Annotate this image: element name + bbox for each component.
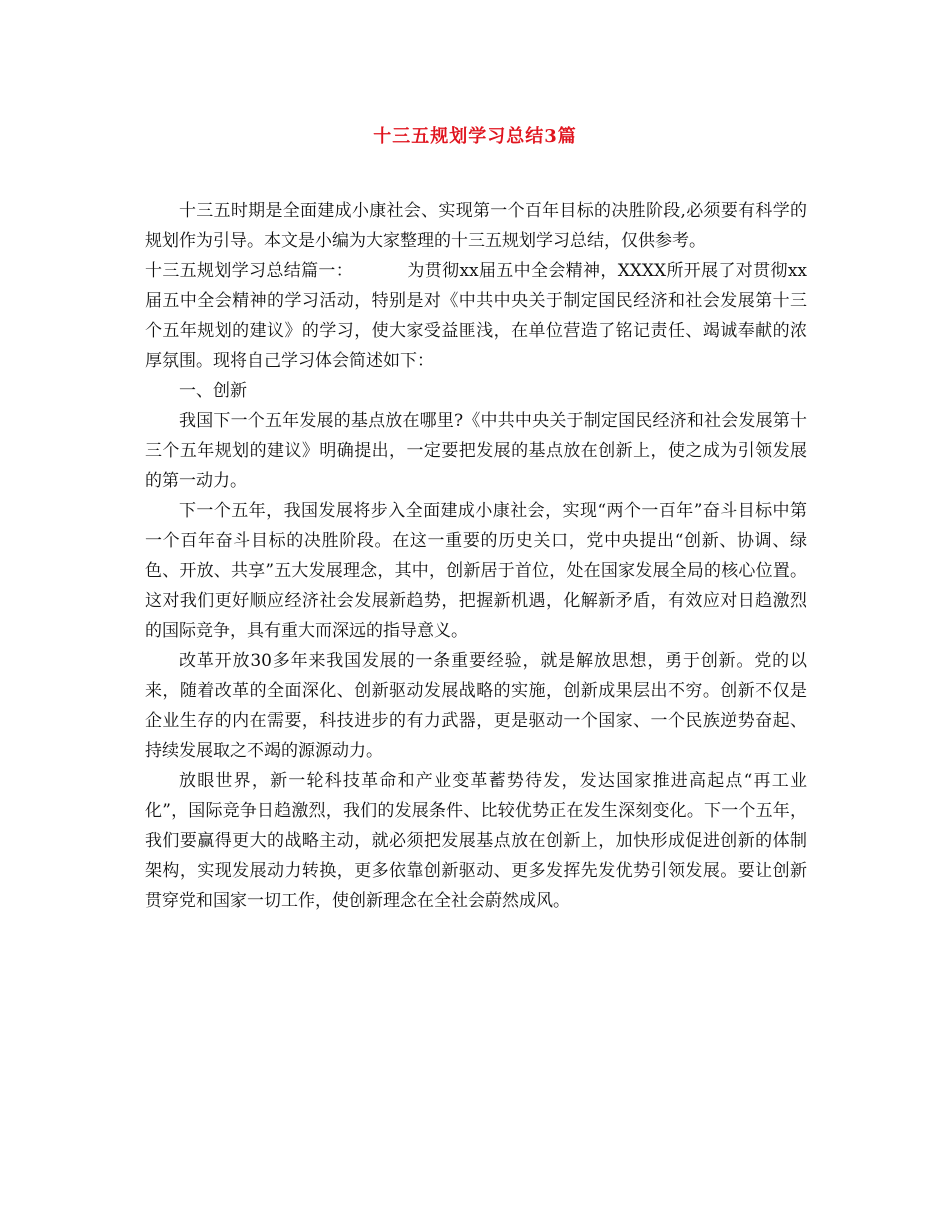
paragraph-intro: 十三五时期是全面建成小康社会、实现第一个百年目标的决胜阶段,必须要有科学的规划作为引导。本文是小编为大家整理的十三五规划学习总结，仅供参考。 — [145, 201, 807, 251]
paragraph-p2: 下一个五年，我国发展将步入全面建成小康社会，实现“两个一百年”奋斗目标中第一个百年奋斗目标的决胜阶段。在这一重要的历史关口，党中央提出“创新、协调、绿色、开放、共享”五大发展理念，其中，创新居于首位，处在国家发展全局的核心位置。这对我们更好顺应经济社会发展新趋势，把握新机遇，化解新矛盾，有效应对日趋激烈的国际竞争，具有重大而深远的指导意义。 — [145, 501, 807, 641]
paragraph-p3: 改革开放30多年来我国发展的一条重要经验，就是解放思想，勇于创新。党的以来，随着改革的全面深化、创新驱动发展战略的实施，创新成果层出不穷。创新不仅是企业生存的内在需要，科技进步的有力武器，更是驱动一个国家、一个民族逆势奋起、持续发展取之不竭的源源动力。 — [145, 651, 807, 761]
paragraph-p4: 放眼世界，新一轮科技革命和产业变革蓄势待发，发达国家推进高起点“再工业化”，国际竞争日趋激烈，我们的发展条件、比较优势正在发生深刻变化。下一个五年，我们要赢得更大的战略主动，就必须把发展基点放在创新上，加快形成促进创新的体制架构，实现发展动力转换，更多依靠创新驱动、更多发挥先发优势引领发展。要让创新贯穿党和国家一切工作，使创新理念在全社会蔚然成风。 — [145, 771, 807, 911]
document-body — [145, 196, 807, 916]
section-heading: 一、创新 — [179, 381, 247, 401]
part1-text: 为贯彻xx届五中全会精神，XXXX所开展了对贯彻xx届五中全会精神的学习活动，特别是对《中共中央关于制定国民经济和社会发展第十三个五年规划的建议》的学习，使大家受益匪浅，在单位营造了铭记责任、竭诚奉献的浓厚氛围。现将自己学习体会简述如下： — [145, 261, 808, 371]
paragraph-part1 — [145, 256, 807, 376]
document-title: 十三五规划学习总结3篇 — [373, 126, 577, 147]
paragraph-p1: 我国下一个五年发展的基点放在哪里?《中共中央关于制定国民经济和社会发展第十三个五年规划的建议》明确提出，一定要把发展的基点放在创新上，使之成为引领发展的第一动力。 — [145, 411, 807, 491]
part1-heading: 十三五规划学习总结篇一： — [145, 261, 354, 281]
